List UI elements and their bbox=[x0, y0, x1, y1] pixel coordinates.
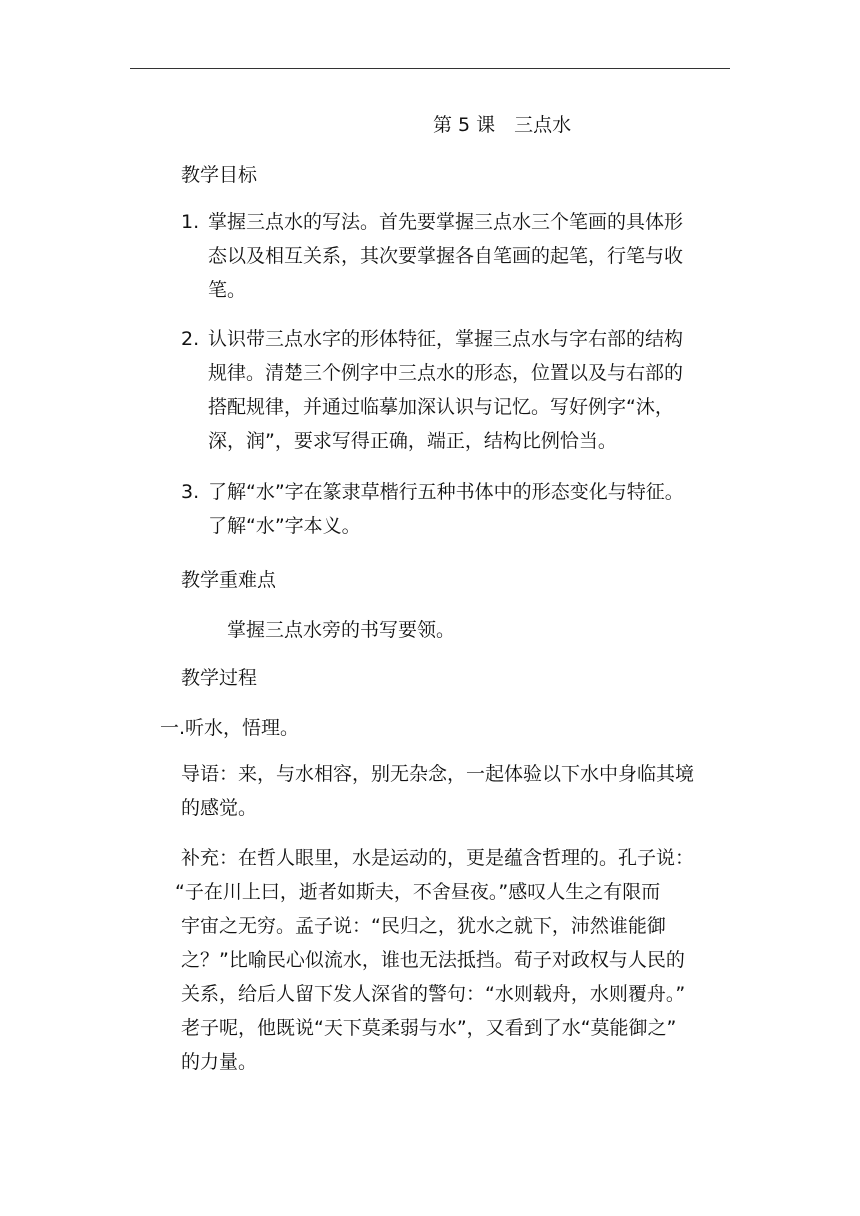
intro-paragraph bbox=[181, 757, 741, 825]
goal-line: 掌握三点水的写法。首先要掌握三点水三个笔画的具体形 bbox=[208, 211, 684, 233]
supplement-paragraph bbox=[175, 841, 741, 1079]
goal-line: 了解“水”字本义。 bbox=[208, 515, 361, 537]
supplement-line: “子在川上曰，逝者如斯夫，不舍昼夜。”感叹人生之有限而 bbox=[175, 881, 661, 903]
supplement-line: 的力量。 bbox=[181, 1051, 258, 1073]
key-text: 掌握三点水旁的书写要领。 bbox=[227, 619, 456, 641]
lesson-title: 第 5 课 三点水 bbox=[433, 114, 572, 136]
supplement-line: 宇宙之无穷。孟子说：“民归之，犹水之就下，沛然谁能御 bbox=[181, 915, 666, 937]
header-rule bbox=[130, 68, 730, 69]
goal-line: 搭配规律，并通过临摹加深认识与记忆。写好例字“沐， bbox=[208, 396, 674, 418]
goal-item-1 bbox=[181, 205, 741, 307]
goal-line: 深，润”，要求写得正确，端正，结构比例恰当。 bbox=[208, 430, 617, 452]
key-heading: 教学重难点 bbox=[181, 569, 277, 591]
goal-line: 规律。清楚三个例字中三点水的形态，位置以及与右部的 bbox=[208, 362, 684, 384]
section-title: 一.听水，悟理。 bbox=[160, 717, 300, 739]
goal-number: 3. bbox=[181, 481, 200, 503]
goal-line: 笔。 bbox=[208, 279, 247, 301]
intro-line: 的感觉。 bbox=[181, 797, 258, 819]
goals-heading: 教学目标 bbox=[181, 164, 258, 186]
goal-line: 态以及相互关系，其次要掌握各自笔画的起笔，行笔与收 bbox=[208, 245, 684, 267]
intro-line: 导语：来，与水相容，别无杂念，一起体验以下水中身临其境 bbox=[181, 763, 695, 785]
goal-line: 认识带三点水字的形体特征，掌握三点水与字右部的结构 bbox=[208, 328, 684, 350]
supplement-line: 老子呢，他既说“天下莫柔弱与水”，又看到了水“莫能御之” bbox=[181, 1017, 677, 1039]
goal-number: 2. bbox=[181, 328, 200, 350]
supplement-line: 关系，给后人留下发人深省的警句：“水则载舟，水则覆舟。” bbox=[181, 983, 686, 1005]
process-heading: 教学过程 bbox=[181, 667, 258, 689]
supplement-line: 补充：在哲人眼里，水是运动的，更是蕴含哲理的。孔子说： bbox=[181, 847, 695, 869]
goal-number: 1. bbox=[181, 211, 200, 233]
goal-item-2 bbox=[181, 322, 741, 458]
supplement-line: 之？”比喻民心似流水，谁也无法抵挡。荀子对政权与人民的 bbox=[181, 949, 685, 971]
goal-line: 了解“水”字在篆隶草楷行五种书体中的形态变化与特征。 bbox=[208, 481, 684, 503]
goal-item-3 bbox=[181, 475, 741, 543]
